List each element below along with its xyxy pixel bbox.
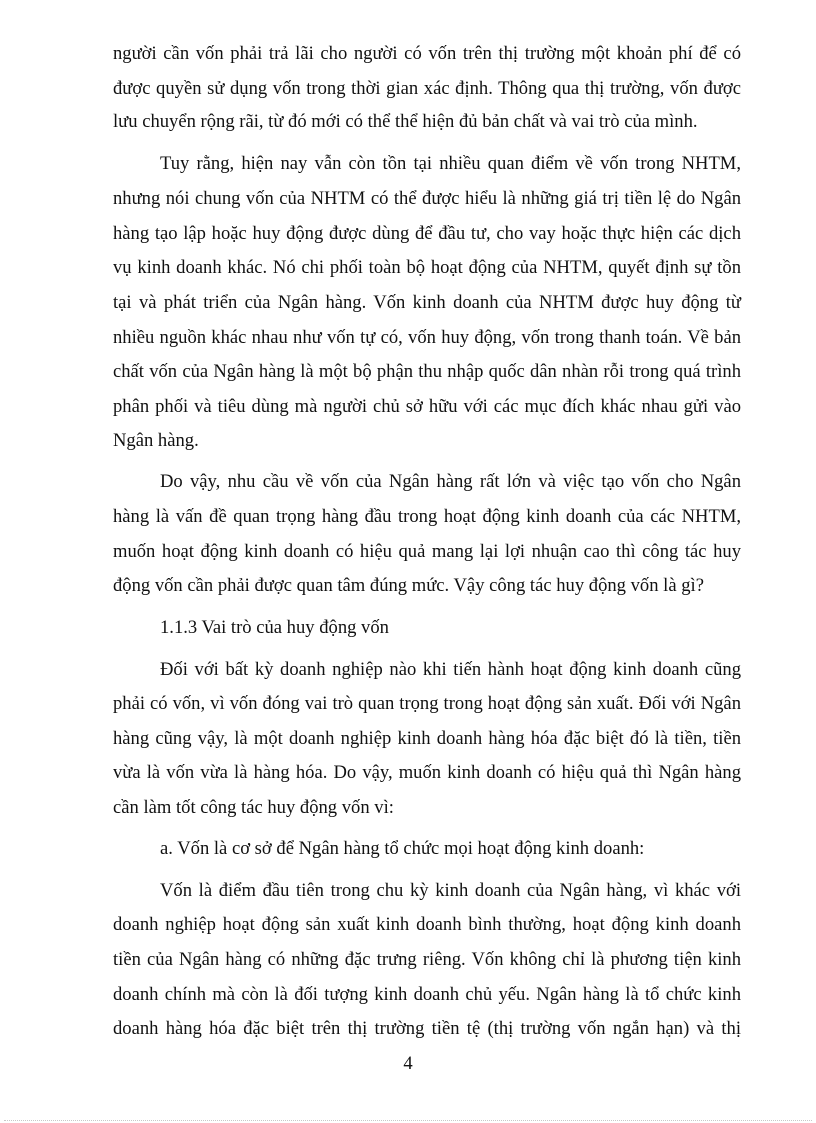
subsection-heading: a. Vốn là cơ sở để Ngân hàng tổ chức mọi hoạt động kinh doanh:: [160, 838, 645, 859]
text-line: được quyền sử dụng vốn trong thời gian xác định. Thông qua thị trường, vốn được: [113, 78, 741, 99]
text-line: nhưng nói chung vốn của NHTM có thể được hiểu là những giá trị tiền lệ do Ngân: [113, 188, 741, 209]
text-line: hàng là vấn đề quan trọng hàng đầu trong hoạt động kinh doanh của các NHTM,: [113, 506, 741, 527]
text-line: hàng cũng vậy, là một doanh nghiệp kinh doanh hàng hóa đặc biệt đó là tiền, tiền: [113, 728, 741, 749]
text-line: Tuy rằng, hiện nay vẫn còn tồn tại nhiều quan điểm về vốn trong NHTM,: [160, 153, 741, 174]
text-line: doanh chính mà còn là đối tượng kinh doanh chủ yếu. Ngân hàng là tổ chức kinh: [113, 984, 741, 1005]
text-line: muốn hoạt động kinh doanh có hiệu quả mang lại lợi nhuận cao thì công tác huy: [113, 541, 741, 562]
text-line: doanh nghiệp hoạt động sản xuất kinh doanh bình thường, hoạt động kinh doanh: [113, 914, 741, 935]
text-line: Đối với bất kỳ doanh nghiệp nào khi tiến hành hoạt động kinh doanh cũng: [160, 659, 741, 680]
text-line: vụ kinh doanh khác. Nó chi phối toàn bộ hoạt động của NHTM, quyết định sự tồn: [113, 257, 741, 278]
text-line: người cần vốn phải trả lãi cho người có vốn trên thị trường một khoản phí để có: [113, 43, 741, 64]
page-bottom-border: [4, 1120, 812, 1121]
text-line: vừa là vốn vừa là hàng hóa. Do vậy, muốn kinh doanh có hiệu quả thì Ngân hàng: [113, 762, 741, 783]
text-line: hàng tạo lập hoặc huy động được dùng để đầu tư, cho vay hoặc thực hiện các dịch: [113, 223, 741, 244]
text-line: doanh hàng hóa đặc biệt trên thị trường tiền tệ (thị trường vốn ngắn hạn) và thị: [113, 1018, 741, 1039]
text-line: nhiều nguồn khác nhau như vốn tự có, vốn huy động, vốn trong thanh toán. Về bản: [113, 327, 741, 348]
text-line: Do vậy, nhu cầu về vốn của Ngân hàng rất lớn và việc tạo vốn cho Ngân: [160, 471, 741, 492]
text-line: tiền của Ngân hàng có những đặc trưng riêng. Vốn không chỉ là phương tiện kinh: [113, 949, 741, 970]
text-line: Vốn là điểm đầu tiên trong chu kỳ kinh doanh của Ngân hàng, vì khác với: [160, 880, 741, 901]
text-line: phân phối và tiêu dùng mà người chủ sở hữu với các mục đích khác nhau gửi vào: [113, 396, 741, 417]
text-line: động vốn cần phải được quan tâm đúng mức. Vậy công tác huy động vốn là gì?: [113, 575, 704, 596]
page-number: 4: [403, 1053, 413, 1074]
section-heading: 1.1.3 Vai trò của huy động vốn: [160, 617, 389, 638]
text-line: lưu chuyển rộng rãi, từ đó mới có thể thể hiện đủ bản chất và vai trò của mình.: [113, 111, 698, 132]
text-line: chất vốn của Ngân hàng là một bộ phận thu nhập quốc dân nhàn rỗi trong quá trình: [113, 361, 741, 382]
text-line: Ngân hàng.: [113, 430, 199, 451]
text-line: cần làm tốt công tác huy động vốn vì:: [113, 797, 394, 818]
text-line: tại và phát triển của Ngân hàng. Vốn kinh doanh của NHTM được huy động từ: [113, 292, 741, 313]
text-line: phải có vốn, vì vốn đóng vai trò quan trọng trong hoạt động sản xuất. Đối với Ngân: [113, 693, 741, 714]
